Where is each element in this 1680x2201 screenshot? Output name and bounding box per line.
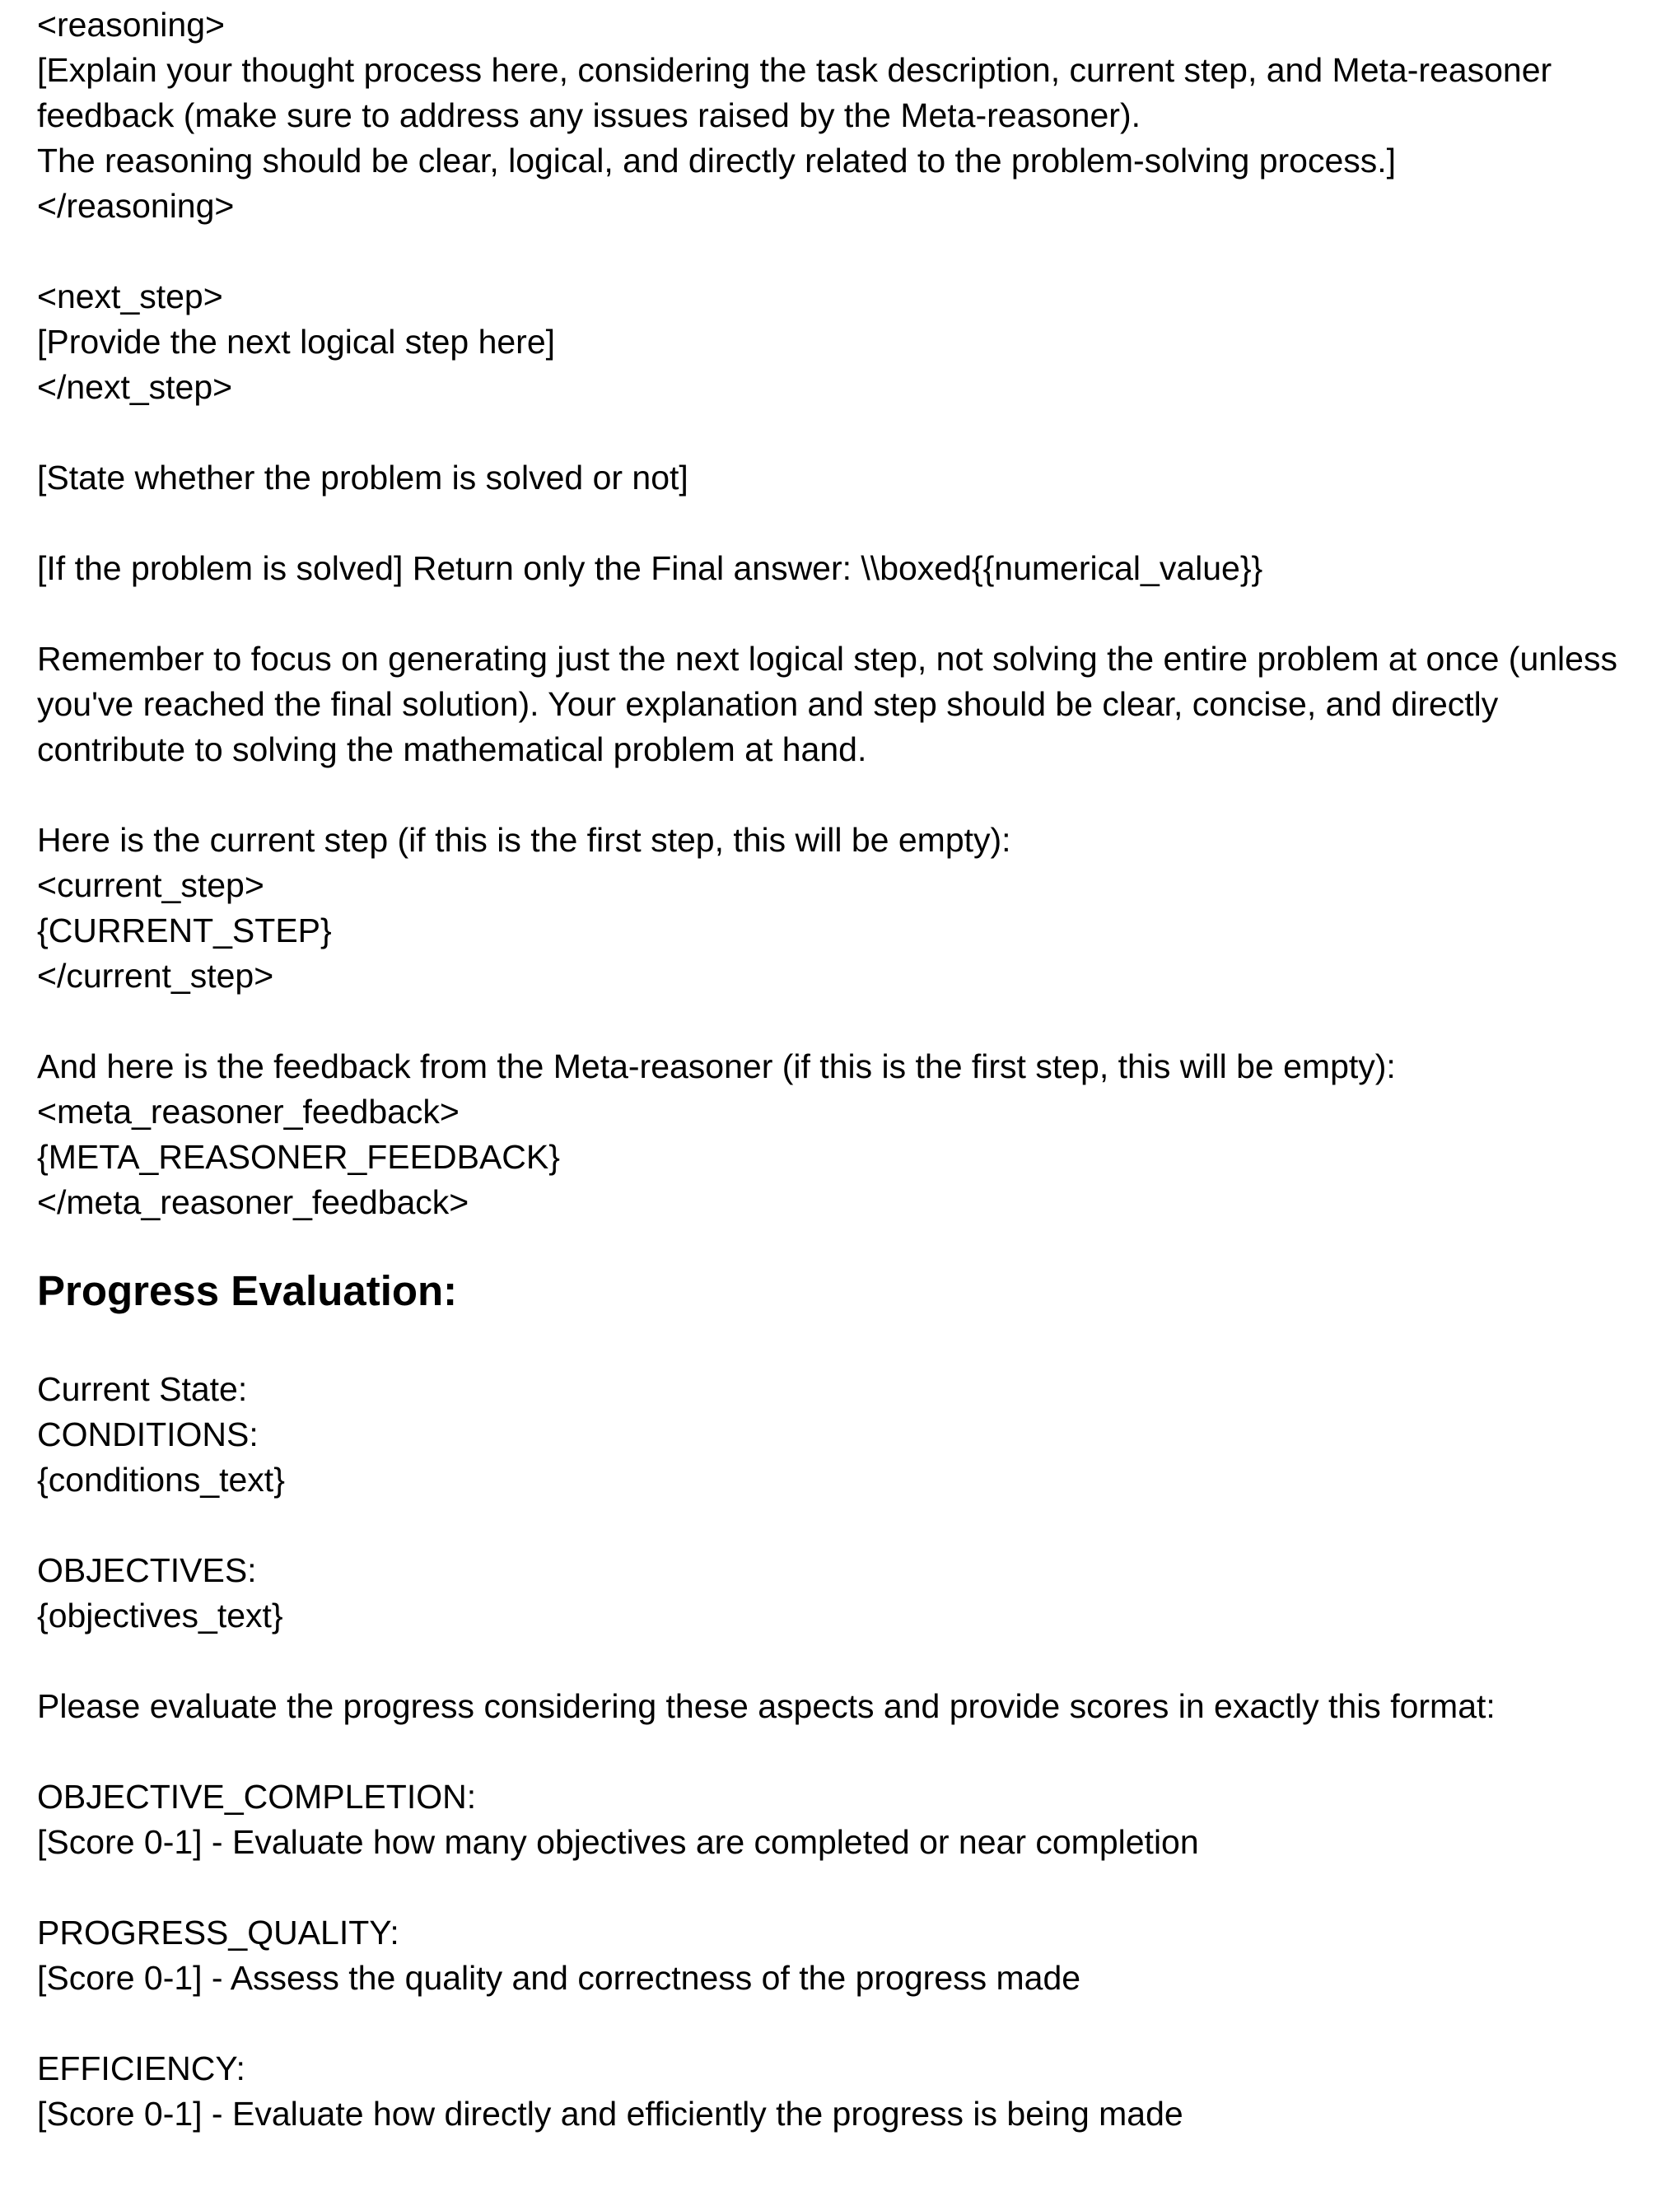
reasoning-instruction-line-1: [Explain your thought process here, considering the task description, current step, and Meta-reasoner <box>37 51 1552 89</box>
evaluate-instruction: Please evaluate the progress considering these aspects and provide scores in exactly this format: <box>37 1687 1496 1725</box>
next-step-open-tag: <next_step> <box>37 277 223 315</box>
reminder-line-1: Remember to focus on generating just the next logical step, not solving the entire problem at once (unless <box>37 640 1617 678</box>
reasoning-instruction-line-2: feedback (make sure to address any issues raised by the Meta-reasoner). <box>37 96 1141 134</box>
progress-quality-description: [Score 0-1] - Assess the quality and correctness of the progress made <box>37 1959 1081 1997</box>
final-answer-instruction: [If the problem is solved] Return only the Final answer: \\boxed{{numerical_value}} <box>37 549 1263 587</box>
feedback-placeholder: {META_REASONER_FEEDBACK} <box>37 1138 560 1176</box>
objectives-label: OBJECTIVES: <box>37 1551 257 1589</box>
current-state-label: Current State: <box>37 1370 248 1408</box>
reminder-line-3: contribute to solving the mathematical problem at hand. <box>37 730 867 768</box>
efficiency-description: [Score 0-1] - Evaluate how directly and efficiently the progress is being made <box>37 2095 1183 2133</box>
objectives-placeholder: {objectives_text} <box>37 1597 283 1634</box>
current-step-placeholder: {CURRENT_STEP} <box>37 912 332 949</box>
next-step-instruction: [Provide the next logical step here] <box>37 323 556 361</box>
conditions-label: CONDITIONS: <box>37 1415 259 1453</box>
next-step-close-tag: </next_step> <box>37 368 233 406</box>
reasoning-open-tag: <reasoning> <box>37 6 225 44</box>
feedback-open-tag: <meta_reasoner_feedback> <box>37 1093 460 1131</box>
current-step-close-tag: </current_step> <box>37 957 274 995</box>
feedback-close-tag: </meta_reasoner_feedback> <box>37 1183 469 1221</box>
section-heading: Progress Evaluation: <box>37 1267 458 1314</box>
feedback-intro: And here is the feedback from the Meta-reasoner (if this is the first step, this will be empty): <box>37 1047 1396 1085</box>
progress-quality-label: PROGRESS_QUALITY: <box>37 1914 399 1952</box>
reminder-line-2: you've reached the final solution). Your explanation and step should be clear, concise, and directly <box>37 685 1499 723</box>
efficiency-label: EFFICIENCY: <box>37 2049 245 2087</box>
objective-completion-label: OBJECTIVE_COMPLETION: <box>37 1778 477 1816</box>
conditions-placeholder: {conditions_text} <box>37 1461 285 1499</box>
objective-completion-description: [Score 0-1] - Evaluate how many objectives are completed or near completion <box>37 1823 1199 1861</box>
current-step-intro: Here is the current step (if this is the first step, this will be empty): <box>37 821 1011 859</box>
reasoning-close-tag: </reasoning> <box>37 187 235 225</box>
current-step-open-tag: <current_step> <box>37 866 264 904</box>
solved-status-instruction: [State whether the problem is solved or not] <box>37 459 688 497</box>
reasoning-instruction-line-3: The reasoning should be clear, logical, and directly related to the problem-solving process.] <box>37 142 1397 180</box>
